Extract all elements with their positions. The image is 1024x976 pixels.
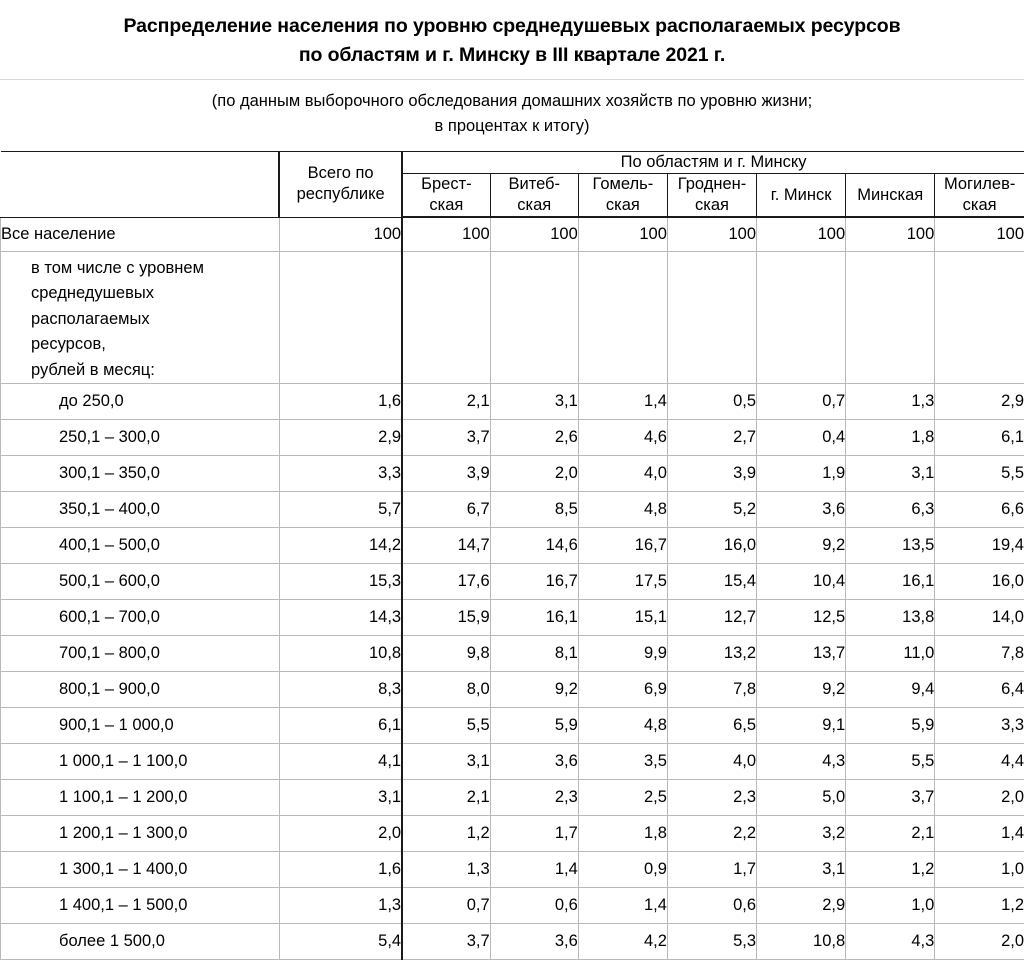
header-region-group: По областям и г. Минску [402,152,1024,174]
cell-vitebsk: 2,6 [490,420,578,456]
table-row [1,528,1024,564]
cell-minsk-city: 1,9 [757,456,846,492]
population-distribution-table [0,151,1024,960]
cell-minsk-city: 2,9 [757,888,846,924]
header-region-grodno-line1: Гроднен- [677,175,747,193]
cell-minskaya: 3,7 [846,780,935,816]
cell-mogilev: 16,0 [935,564,1024,600]
cell-empty-vitebsk [490,251,578,384]
subtitle-block [0,80,1024,139]
cell-total-republic: 2,9 [279,420,402,456]
cell-empty-minskaya [846,251,935,384]
header-region-mogilev-line2: ская [962,196,997,214]
cell-empty-minsk-city [757,251,846,384]
table-row [1,924,1024,960]
cell-gomel: 4,2 [578,924,667,960]
page-title-line-2: по областям и г. Минску в III квартале 2021 г. [298,44,726,66]
cell-minsk-city: 3,2 [757,816,846,852]
cell-mogilev: 19,4 [935,528,1024,564]
cell-minskaya: 6,3 [846,492,935,528]
cell-vitebsk: 16,1 [490,600,578,636]
cell-vitebsk: 1,7 [490,816,578,852]
header-region-mogilev-line1: Могилев- [943,175,1016,193]
cell-brest: 2,1 [402,780,490,816]
cell-minskaya: 1,3 [846,384,935,420]
cell-brest: 3,7 [402,924,490,960]
cell-total-republic: 10,8 [279,636,402,672]
row-label: 600,1 – 700,0 [1,600,280,636]
cell-empty-gomel [578,251,667,384]
row-label: до 250,0 [1,384,280,420]
row-label: 1 400,1 – 1 500,0 [1,888,280,924]
breakdown-heading-line-1: в том числе с уровнем [31,258,204,277]
cell-vitebsk: 16,7 [490,564,578,600]
cell-mogilev: 2,0 [935,924,1024,960]
header-region-minsk-city-line1: г. Минск [770,185,832,204]
row-label: 1 000,1 – 1 100,0 [1,744,280,780]
table-row [1,744,1024,780]
cell-grodno: 7,8 [667,672,756,708]
cell-grodno: 5,2 [667,492,756,528]
row-label: 1 200,1 – 1 300,0 [1,816,280,852]
cell-mogilev: 4,4 [935,744,1024,780]
row-label: 300,1 – 350,0 [1,456,280,492]
cell-grodno: 0,6 [667,888,756,924]
cell-brest: 6,7 [402,492,490,528]
cell-vitebsk: 14,6 [490,528,578,564]
cell-gomel: 15,1 [578,600,667,636]
cell-minsk-city: 3,1 [757,852,846,888]
header-region-grodno [667,174,756,218]
table-row-total-population [1,217,1024,251]
cell-vitebsk: 9,2 [490,672,578,708]
cell-gomel: 100 [578,217,667,251]
cell-vitebsk: 8,1 [490,636,578,672]
table-row [1,852,1024,888]
cell-total-republic: 1,3 [279,888,402,924]
table-header [1,152,1024,218]
row-label: 350,1 – 400,0 [1,492,280,528]
cell-vitebsk: 5,9 [490,708,578,744]
cell-minsk-city: 12,5 [757,600,846,636]
table-row [1,636,1024,672]
cell-minskaya: 1,0 [846,888,935,924]
cell-grodno: 1,7 [667,852,756,888]
cell-minskaya: 3,1 [846,456,935,492]
header-row-top [1,152,1024,174]
cell-total-republic: 4,1 [279,744,402,780]
page-title-line-1: Распределение населения по уровню среднедушевых располагаемых ресурсов [123,15,901,37]
cell-minsk-city: 10,8 [757,924,846,960]
table-row [1,780,1024,816]
cell-grodno: 2,2 [667,816,756,852]
cell-mogilev: 1,0 [935,852,1024,888]
cell-minsk-city: 0,7 [757,384,846,420]
table-row [1,600,1024,636]
cell-mogilev: 1,2 [935,888,1024,924]
cell-mogilev: 14,0 [935,600,1024,636]
cell-total-republic: 1,6 [279,852,402,888]
cell-gomel: 17,5 [578,564,667,600]
cell-mogilev: 6,4 [935,672,1024,708]
header-region-minsk-city [757,174,846,218]
cell-mogilev: 100 [935,217,1024,251]
subtitle-spacer [0,139,1024,151]
cell-grodno: 13,2 [667,636,756,672]
cell-total-republic: 5,4 [279,924,402,960]
cell-gomel: 4,6 [578,420,667,456]
table-row [1,492,1024,528]
row-label: более 1 500,0 [1,924,280,960]
header-region-minskaya-line1: Минская [857,185,924,204]
cell-mogilev: 2,9 [935,384,1024,420]
cell-grodno: 100 [667,217,756,251]
cell-minsk-city: 9,2 [757,672,846,708]
header-region-grodno-line2: ская [694,196,729,214]
title-block [0,0,1024,70]
cell-gomel: 2,5 [578,780,667,816]
cell-grodno: 2,3 [667,780,756,816]
table-row [1,384,1024,420]
cell-mogilev: 5,5 [935,456,1024,492]
cell-brest: 1,2 [402,816,490,852]
cell-gomel: 3,5 [578,744,667,780]
cell-brest: 5,5 [402,708,490,744]
cell-brest: 3,9 [402,456,490,492]
cell-total-republic: 2,0 [279,816,402,852]
row-label: 700,1 – 800,0 [1,636,280,672]
cell-mogilev: 6,1 [935,420,1024,456]
cell-vitebsk: 0,6 [490,888,578,924]
cell-minskaya: 5,9 [846,708,935,744]
cell-minskaya: 100 [846,217,935,251]
cell-brest: 100 [402,217,490,251]
subtitle-line-2: в процентах к итогу) [434,117,590,135]
breakdown-heading-line-4: ресурсов, [31,335,106,353]
cell-total-republic: 1,6 [279,384,402,420]
cell-vitebsk: 2,3 [490,780,578,816]
cell-empty-mogilev [935,251,1024,384]
cell-total-republic: 3,1 [279,780,402,816]
table-row [1,816,1024,852]
table-row [1,456,1024,492]
cell-gomel: 6,9 [578,672,667,708]
cell-gomel: 1,4 [578,888,667,924]
cell-gomel: 1,8 [578,816,667,852]
header-region-gomel-line2: ская [605,196,640,214]
breakdown-heading-line-2: среднедушевых [31,284,154,302]
cell-grodno: 0,5 [667,384,756,420]
cell-minsk-city: 3,6 [757,492,846,528]
cell-minsk-city: 10,4 [757,564,846,600]
cell-minskaya: 4,3 [846,924,935,960]
header-region-vitebsk-line1: Витеб- [508,175,560,193]
cell-empty-brest [402,251,490,384]
cell-mogilev: 7,8 [935,636,1024,672]
cell-total-republic: 5,7 [279,492,402,528]
cell-total-republic: 8,3 [279,672,402,708]
cell-brest: 14,7 [402,528,490,564]
cell-vitebsk: 3,1 [490,384,578,420]
subtitle-line-1: (по данным выборочного обследования домашних хозяйств по уровню жизни; [211,92,813,110]
table-row [1,708,1024,744]
cell-brest: 1,3 [402,852,490,888]
header-region-gomel-line1: Гомель- [592,175,654,193]
cell-minskaya: 2,1 [846,816,935,852]
cell-grodno: 15,4 [667,564,756,600]
cell-total-republic: 100 [279,217,402,251]
cell-vitebsk: 100 [490,217,578,251]
table-row [1,672,1024,708]
cell-vitebsk: 3,6 [490,924,578,960]
header-region-minskaya [846,174,935,218]
row-label: 1 100,1 – 1 200,0 [1,780,280,816]
cell-grodno: 2,7 [667,420,756,456]
cell-total-republic: 14,3 [279,600,402,636]
cell-gomel: 4,0 [578,456,667,492]
cell-minsk-city: 13,7 [757,636,846,672]
cell-grodno: 5,3 [667,924,756,960]
cell-gomel: 9,9 [578,636,667,672]
cell-empty-total [279,251,402,384]
table-row [1,564,1024,600]
cell-empty-grodno [667,251,756,384]
cell-grodno: 3,9 [667,456,756,492]
cell-grodno: 12,7 [667,600,756,636]
table-body [1,217,1024,960]
breakdown-heading-line-3: располагаемых [31,309,150,328]
header-region-gomel [578,174,667,218]
row-label-total-population: Все население [1,217,280,251]
cell-brest: 8,0 [402,672,490,708]
cell-minskaya: 1,2 [846,852,935,888]
cell-brest: 2,1 [402,384,490,420]
cell-gomel: 16,7 [578,528,667,564]
cell-minsk-city: 4,3 [757,744,846,780]
cell-vitebsk: 1,4 [490,852,578,888]
cell-minskaya: 9,4 [846,672,935,708]
cell-gomel: 1,4 [578,384,667,420]
cell-minskaya: 5,5 [846,744,935,780]
cell-minskaya: 1,8 [846,420,935,456]
cell-minskaya: 13,8 [846,600,935,636]
row-label: 900,1 – 1 000,0 [1,708,280,744]
table-row-breakdown-heading [1,251,1024,384]
header-region-vitebsk-line2: ская [517,196,552,214]
cell-total-republic: 14,2 [279,528,402,564]
cell-grodno: 4,0 [667,744,756,780]
row-label: 400,1 – 500,0 [1,528,280,564]
cell-minsk-city: 9,1 [757,708,846,744]
cell-minsk-city: 9,2 [757,528,846,564]
cell-gomel: 4,8 [578,492,667,528]
header-total-column: Всего по республике [279,152,402,218]
row-label: 1 300,1 – 1 400,0 [1,852,280,888]
table-row [1,420,1024,456]
cell-gomel: 4,8 [578,708,667,744]
row-label-breakdown-heading [1,251,280,384]
cell-brest: 3,7 [402,420,490,456]
cell-vitebsk: 3,6 [490,744,578,780]
cell-minsk-city: 0,4 [757,420,846,456]
cell-brest: 0,7 [402,888,490,924]
cell-gomel: 0,9 [578,852,667,888]
cell-grodno: 16,0 [667,528,756,564]
header-stub [1,152,280,218]
row-label: 500,1 – 600,0 [1,564,280,600]
cell-minskaya: 11,0 [846,636,935,672]
row-label: 250,1 – 300,0 [1,420,280,456]
header-region-vitebsk [490,174,578,218]
cell-minskaya: 13,5 [846,528,935,564]
cell-brest: 9,8 [402,636,490,672]
cell-total-republic: 3,3 [279,456,402,492]
cell-mogilev: 6,6 [935,492,1024,528]
cell-total-republic: 6,1 [279,708,402,744]
header-region-mogilev [935,174,1024,218]
cell-grodno: 6,5 [667,708,756,744]
cell-brest: 17,6 [402,564,490,600]
cell-brest: 3,1 [402,744,490,780]
cell-minskaya: 16,1 [846,564,935,600]
cell-minsk-city: 100 [757,217,846,251]
cell-minsk-city: 5,0 [757,780,846,816]
cell-mogilev: 3,3 [935,708,1024,744]
cell-vitebsk: 2,0 [490,456,578,492]
breakdown-heading-line-5: рублей в месяц: [31,360,155,379]
cell-brest: 15,9 [402,600,490,636]
cell-vitebsk: 8,5 [490,492,578,528]
cell-total-republic: 15,3 [279,564,402,600]
cell-mogilev: 1,4 [935,816,1024,852]
table-row [1,888,1024,924]
header-region-brest-line1: Брест- [421,175,472,193]
header-region-brest [402,174,490,218]
cell-mogilev: 2,0 [935,780,1024,816]
row-label: 800,1 – 900,0 [1,672,280,708]
header-region-brest-line2: ская [429,196,464,214]
